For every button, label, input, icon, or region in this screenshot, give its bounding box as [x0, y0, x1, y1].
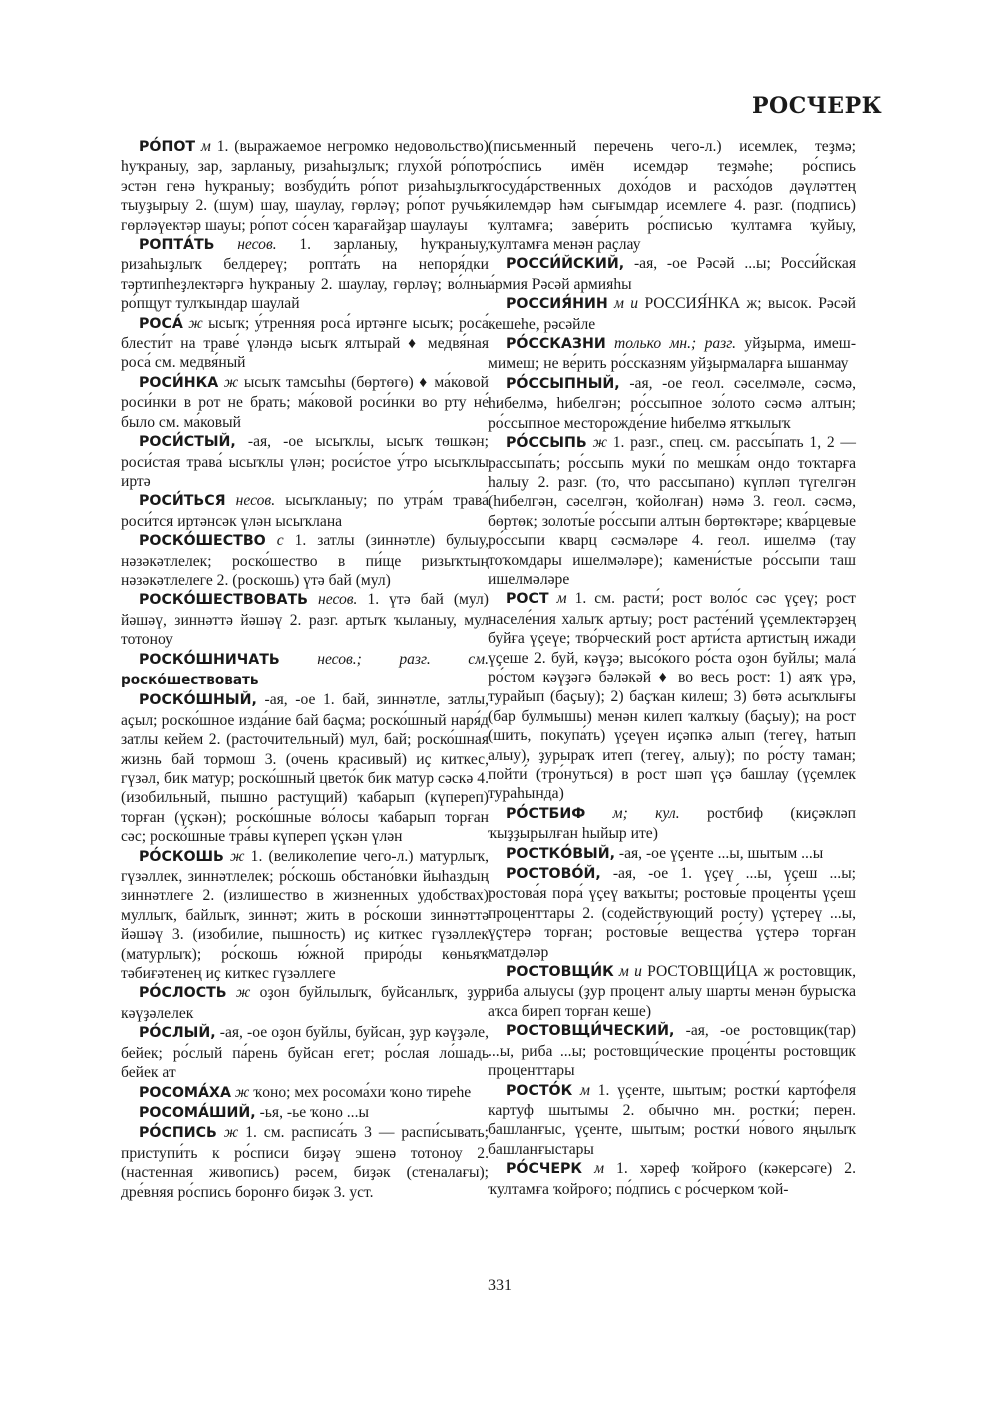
dictionary-entry [121, 491, 489, 531]
headword: РОПТА́ТЬ [139, 237, 215, 254]
definition: роско́шествовать [121, 671, 259, 688]
dictionary-entry [488, 433, 856, 589]
dictionary-entry [121, 137, 489, 235]
definition: -ая, -ое оҙон буйлы, буйсан, ҙур кәүҙәле, бейек; ро́слый па́рень буйсан егет; ро́слая ло́шадь бейек ат [121, 1024, 489, 1082]
definition: ростбиф (киҫәкләп ҡыҙҙырылған һыйыр ите) [488, 804, 856, 843]
definition: -ая, -ое үҫенте ...ы, шытым ...ы [618, 844, 824, 862]
dictionary-entry [121, 1103, 489, 1123]
definition: 1. үтә бай (мул) йәшәү, зиннәттә йәшәү 2. разг. артыҡ ҡыланыу, мул тотоноу [121, 591, 489, 649]
headword: РОСКО́ШЕСТВО [139, 533, 266, 550]
definition: РОССИЯ́НКА ж; высок. Рәсәй кешеһе, рәсәйле [488, 295, 857, 333]
grammar-label: м; кул. [612, 804, 680, 822]
dictionary-entry [488, 1081, 856, 1160]
definition: 1. зарланыу, һуҡраныу, ризаһыҙлыҡ белдереү; ропта́ть на непоря́дки тәртипһеҙлектәргә һуҡраныу 2. шаулау, гөрләү; во́лны ро́пщут тулҡындар шаулай [121, 236, 489, 313]
grammar-label: м [556, 590, 567, 608]
dictionary-entry [488, 1021, 856, 1080]
headword: РОСТ [506, 591, 549, 608]
grammar-label: ж [223, 1124, 239, 1142]
headword: РОССИЯ́НИН [506, 296, 608, 313]
grammar-label: ж [234, 1083, 250, 1101]
definition: ысыҡланыу; по утра́м трава́ роси́тся иртәнсәк үлән ысыҡлана [121, 492, 489, 530]
grammar-label: только мн.; разг. [614, 335, 737, 353]
headword: РОСИ́НКА [139, 374, 219, 391]
definition: 1. (выражаемое негромко недовольство) һуҡраныу, зар, зарланыу, ризаһыҙлыҡ; глухо́й ро́пот эстән генә һуҡраныу; возбуди́ть ро́пот ризаһыҙлыҡ тыуҙырыу 2. (шум) шау, шаулау, гөрләү; ро́пот ручья́ гөрләүектәр шауы; ро́пот со́сен ҡарағайҙар шаулауы [121, 138, 489, 234]
dictionary-entry [121, 847, 489, 984]
dictionary-entry [121, 1123, 489, 1202]
dictionary-entry [488, 254, 856, 294]
definition: 1. см. расти́; рост воло́с сәс үҫеү; рост населе́ния халыҡ артыу; рост расте́ний үҫемлектәрҙең буйға үҫеүе; тво́рческий рост арти́ста артистың ижади үҫеше 2. буй, кәүҙә; высо́кого ро́ста оҙон буйлы; мала́ ро́стом кәүҙәгә бәләкәй ♦ во весь рост: 1) аяҡ үрә, турайып (баҫыу); 2) баҫҡан килеш; 3) бөтә асыҡлығы (бар булмышы) менән килеп ҡалҡыу (баҫыу); на рост (шить, покупа́ть) үҫеүен иҫәпкә алып (тегеү, һатып алыу), ҙурыраҡ итеп (тегеү, алыу); по ро́сту таман; пойти́ (тро́нуться) в рост шәп үҫә башлау (үҫемлек тураһында) [488, 590, 856, 803]
grammar-label: с [276, 532, 284, 550]
definition: 1. затлы (зиннәтле) булыу, нәзәкәтлелек; роско́шество в пи́ще ризыҡтың нәзәкәтлелеге 2. (роскошь) үтә бай (мул) [121, 532, 489, 589]
headword: РО́СЛОСТЬ [139, 985, 227, 1002]
grammar-label: ж [223, 373, 239, 391]
grammar-label: ж [188, 314, 203, 332]
headword: РО́СПИСЬ [139, 1125, 217, 1142]
definition: -ая, -ое геол. сәселмәле, сәсмә, һибелмә, һибелгән; ро́ссыпное зо́лото сәсмә алтын; ро́ссыпное месторожде́ние һибелмә ятҡылыҡ [488, 374, 856, 432]
definition: 1. хәреф ҡойроғо (кәкерсәге) 2. ҡултамға ҡойроғо; по́дпись с ро́счерком ҡой- [488, 1160, 856, 1198]
headword: РОСТКО́ВЫЙ, [506, 845, 615, 862]
dictionary-entry [121, 1023, 489, 1082]
dictionary-entry [121, 235, 489, 314]
headword: РОСТО́К [506, 1082, 573, 1099]
definition: -ая, -ое ростовщик(тар) ...ы, риба ...ы; ростовщи́ческие проце́нты ростовщик проценттары [488, 1022, 857, 1080]
grammar-label: м и [614, 295, 639, 313]
headword: РОСОМА́ШИЙ, [139, 1104, 256, 1121]
headword: РО́ССЫПНЫЙ, [506, 375, 620, 392]
dictionary-entry [488, 374, 856, 433]
headword: РОСКО́ШНИЧАТЬ [139, 651, 280, 668]
definition: -ая, -ое 1. бай, зиннәтле, затлы, аҫыл; роско́шное изда́ние бай баҫма; роско́шный наря́д затлы кейем 2. (расточительный) мул, бай; роско́шная жизнь бай тормош 3. (очень красивый) иҫ киткес, гүзәл, бик матур; роско́шный цвето́к бик матур сәскә 4. (изобильный, пышно растущий) ҡабарып (күпереп) торған (үҫкән); роско́шные во́лосы ҡабарып торған сәс; роско́шные тра́вы күпереп үҫкән үлән [121, 691, 489, 846]
definition: уйҙырма, имеш-мимеш; не ве́рить ро́ссказням уйҙырмаларға ышанмау [488, 335, 857, 373]
grammar-label: ж [235, 984, 251, 1002]
dictionary-entry [121, 314, 489, 373]
headword: РО́ССКАЗНИ [506, 336, 606, 353]
dictionary-entry [488, 864, 856, 962]
dictionary-entry-continued [488, 137, 856, 254]
headword: РО́СЧЕРК [506, 1161, 583, 1178]
headword: РОСА́ [139, 315, 183, 332]
dictionary-entry [121, 983, 489, 1023]
grammar-label: м [200, 138, 211, 155]
dictionary-entry [121, 432, 489, 491]
dictionary-entry [488, 804, 856, 844]
headword: РОСКО́ШЕСТВОВАТЬ [139, 592, 308, 609]
dictionary-entry [488, 1159, 856, 1199]
definition: 1. см. расписа́ть 3 — распи́сывать; приступи́ть к ро́списи биҙәү эшенә тотоноу 2. (настенная живопись) рәсем, биҙәк (стеналағы); дре́вняя ро́спись боронғо биҙәк 3. уст. [121, 1124, 489, 1201]
page-number: 331 [488, 1277, 512, 1294]
grammar-label: несов. [318, 591, 358, 609]
grammar-label: ж [230, 847, 245, 865]
left-column [121, 137, 489, 1202]
headword: РОСИ́ТЬСЯ [139, 493, 226, 510]
definition: ысыҡ; у́тренняя роса́ иртәнге ысыҡ; роса́ блести́т на траве́ үләндә ысыҡ ялтырай ♦ медвя́ная роса́ см. медвя́ный [121, 314, 489, 372]
dictionary-entry [488, 844, 856, 864]
headword: РО́ПОТ [139, 139, 196, 155]
dictionary-entry [121, 1083, 489, 1103]
definition: ҡоно; мех росома́хи ҡоно тиреһе [253, 1083, 472, 1101]
dictionary-entry [121, 650, 489, 691]
headword: РО́СТБИФ [506, 805, 586, 822]
right-column [488, 137, 856, 1199]
running-head: РОСЧЕРК [752, 93, 883, 119]
headword: РОСИ́СТЫЙ, [139, 434, 236, 451]
definition: 1. үҫенте, шытым; ростки́ карто́феля картуф шытымы 2. обычно мн. ростки́; перен. башланғыс, үҫенте, шытым; ростки́ но́вого яңылыҡ башланғыстары [488, 1081, 856, 1158]
headword: РОСТОВЩИ́ЧЕСКИЙ, [506, 1023, 675, 1040]
definition: -ая, -ое Рәсәй ...ы; Росси́йская а́рмия Рәсәй армияһы [488, 255, 856, 293]
headword: РО́ССЫПЬ [506, 435, 587, 452]
grammar-label: несов. [237, 236, 277, 254]
definition: оҙон буйлылыҡ, буйсанлыҡ, ҙур кәүҙәлелек [121, 984, 490, 1022]
definition: (письменный перечень чего-л.) исемлек, теҙмә; ро́спись имён исемдәр теҙмәһе; ро́спись госуда́рственных дохо́дов и расхо́дов дәүләттең килемдәр һәм сығымдар исемлеге 4. разг. (подпись) ҡултамға; заве́рить ро́списью ҡултамға ҡуйыу, ҡултамға менән раҫлау [488, 138, 856, 254]
headword: РОСТОВО́Й, [506, 866, 601, 883]
grammar-label: несов. [235, 492, 276, 510]
headword: РОСТОВЩИ́К [506, 964, 614, 981]
definition: 1. (великолепие чего-л.) матурлыҡ, гүзәллек, зиннәтлелек; ро́скошь обстано́вки йыһаздың зиннәтлеге 2. (излишество в жизненных удобствах) муллыҡ, байлыҡ, зиннәт; жить в ро́скоши зиннәттә йәшәү 3. (изобилие, пышность) иҫ киткес гүзәллек (матурлыҡ); ро́скошь ю́жной приро́ды көньяҡ тәбиғәтенең иҫ киткес гүзәллеге [121, 847, 489, 983]
dictionary-entry [488, 294, 856, 334]
headword: РО́СКОШЬ [139, 848, 224, 865]
headword: РОСКО́ШНЫЙ, [139, 692, 257, 709]
definition: -ья, -ье ҡоно ...ы [259, 1103, 369, 1121]
definition: -ая, -ое 1. үҫеү ...ы, үҫеш ...ы; ростова́я пора́ үҫеү ваҡыты; ростовы́е проце́нты үҫеш проценттары 2. (содействующий росту) үҫтереү ...ы, үҫтерә торған; ростовы́е вещества́ үҫтерә торған матдәләр [488, 865, 856, 961]
grammar-label: ж [592, 434, 607, 452]
definition: ысыҡ тамсыһы (бөртөгө) ♦ ма́ковой роси́нки в рот не брать; ма́ковой роси́нки во рту не́ было см. ма́ковый [121, 373, 489, 431]
grammar-label: м [580, 1081, 590, 1099]
dictionary-entry [121, 531, 489, 590]
dictionary-entry [121, 590, 489, 649]
dictionary-entry [121, 690, 489, 846]
headword: РО́СЛЫЙ, [139, 1025, 216, 1042]
dictionary-entry [121, 373, 489, 432]
dictionary-entry [488, 962, 856, 1021]
definition: РОСТОВЩИ́ЦА ж ростовщик, риба алыусы (ҙур процент алыу шарты менән бурысҡа аҡса биреп торған кеше) [488, 963, 857, 1020]
definition: -ая, -ое ысыҡлы, ысыҡ төшкән; роси́стая трава́ ысыҡлы үлән; роси́стое у́тро ысыҡлы иртә [121, 433, 489, 490]
grammar-label: м [594, 1160, 605, 1178]
grammar-label: несов.; разг. см. [317, 650, 489, 668]
definition: 1. разг., спец. см. рассы́пать 1, 2 — рассыпа́ть; ро́ссыпь муки́ по мешка́м ондо тоҡтарға һалыу 2. разг. (то, что рассыпано) күпләп түгелгән (һибелгән, сәселгән, ҡойолған) нәмә 3. геол. сәсмә, бөртөк; золоты́е ро́ссыпи алтын бөртөктәре; ква́рцевые ро́ссыпи кварц сәсмәләре 4. геол. ишелмә (тау тоҡомдары ишелмәләре); камени́стые ро́ссыпи таш ишелмәләре [488, 434, 857, 588]
dictionary-entry [488, 334, 856, 374]
headword: РОССИ́ЙСКИЙ, [506, 256, 625, 273]
headword: РОСОМА́ХА [139, 1084, 231, 1101]
grammar-label: м и [618, 963, 642, 981]
dictionary-entry [488, 589, 856, 803]
